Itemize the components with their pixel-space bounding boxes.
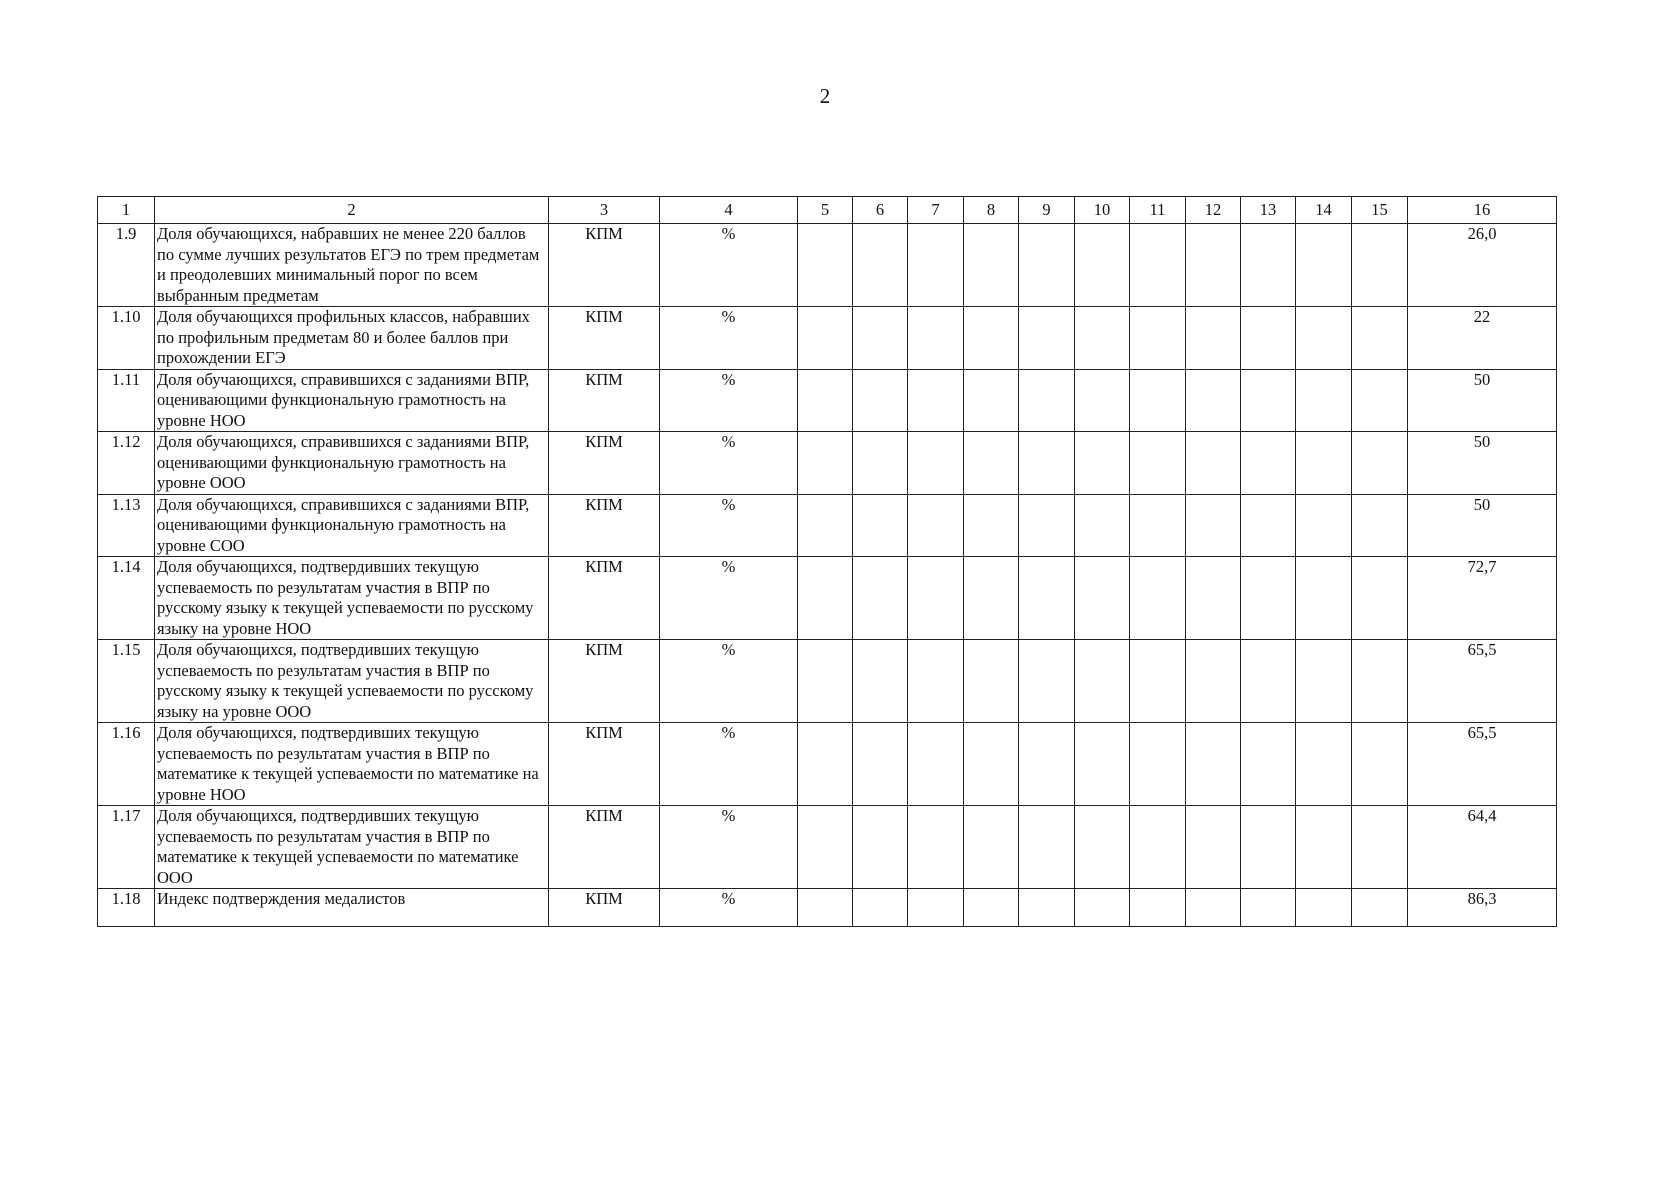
empty-cell [1130, 369, 1186, 432]
target-value: 72,7 [1408, 557, 1557, 640]
indicator-name: Доля обучающихся, подтвердивших текущую успеваемость по результатам участия в ВПР по русскому языку к текущей успеваемости по русскому языку на уровне НОО [155, 557, 549, 640]
header-cell: 5 [798, 197, 853, 224]
table-row [98, 432, 1557, 495]
empty-cell [1075, 369, 1130, 432]
empty-cell [1130, 806, 1186, 889]
unit-of-measure: % [660, 307, 798, 370]
empty-cell [964, 307, 1019, 370]
empty-cell [1352, 806, 1408, 889]
empty-cell [1352, 640, 1408, 723]
indicator-name: Доля обучающихся, подтвердивших текущую успеваемость по результатам участия в ВПР по математике к текущей успеваемости по математике ООО [155, 806, 549, 889]
empty-cell [1241, 432, 1296, 495]
table-row [98, 369, 1557, 432]
empty-cell [798, 432, 853, 495]
unit-of-measure: % [660, 889, 798, 927]
empty-cell [1296, 369, 1352, 432]
header-cell: 15 [1352, 197, 1408, 224]
empty-cell [1296, 307, 1352, 370]
table-row [98, 889, 1557, 927]
row-number: 1.15 [98, 640, 155, 723]
empty-cell [1296, 640, 1352, 723]
unit-of-measure: % [660, 494, 798, 557]
empty-cell [1130, 494, 1186, 557]
empty-cell [1296, 723, 1352, 806]
empty-cell [964, 640, 1019, 723]
table-row [98, 557, 1557, 640]
empty-cell [1296, 557, 1352, 640]
indicator-name: Доля обучающихся, справившихся с заданиями ВПР, оценивающими функциональную грамотность на уровне ООО [155, 432, 549, 495]
header-cell: 4 [660, 197, 798, 224]
indicator-name: Доля обучающихся профильных классов, набравших по профильным предметам 80 и более баллов при прохождении ЕГЭ [155, 307, 549, 370]
unit-of-measure: % [660, 432, 798, 495]
table-row [98, 224, 1557, 307]
unit-of-measure: % [660, 640, 798, 723]
empty-cell [853, 307, 908, 370]
page-number: 2 [819, 84, 831, 108]
header-cell: 13 [1241, 197, 1296, 224]
table-row [98, 806, 1557, 889]
empty-cell [1075, 723, 1130, 806]
target-value: 65,5 [1408, 640, 1557, 723]
empty-cell [1019, 494, 1075, 557]
target-value: 22 [1408, 307, 1557, 370]
empty-cell [1019, 806, 1075, 889]
indicator-type: КПМ [549, 889, 660, 927]
empty-cell [1186, 224, 1241, 307]
empty-cell [1241, 307, 1296, 370]
empty-cell [1241, 889, 1296, 927]
empty-cell [1186, 557, 1241, 640]
empty-cell [1186, 806, 1241, 889]
empty-cell [1241, 806, 1296, 889]
empty-cell [1019, 889, 1075, 927]
empty-cell [964, 369, 1019, 432]
empty-cell [1019, 557, 1075, 640]
empty-cell [1130, 723, 1186, 806]
indicator-type: КПМ [549, 557, 660, 640]
target-value: 50 [1408, 494, 1557, 557]
empty-cell [1130, 640, 1186, 723]
empty-cell [908, 224, 964, 307]
empty-cell [1019, 307, 1075, 370]
row-number: 1.11 [98, 369, 155, 432]
empty-cell [1352, 723, 1408, 806]
empty-cell [853, 723, 908, 806]
header-cell: 16 [1408, 197, 1557, 224]
empty-cell [1019, 723, 1075, 806]
empty-cell [1352, 432, 1408, 495]
empty-cell [1019, 369, 1075, 432]
empty-cell [908, 640, 964, 723]
empty-cell [1075, 432, 1130, 495]
row-number: 1.13 [98, 494, 155, 557]
table-row [98, 723, 1557, 806]
empty-cell [1241, 494, 1296, 557]
empty-cell [1241, 723, 1296, 806]
empty-cell [964, 723, 1019, 806]
indicator-type: КПМ [549, 307, 660, 370]
empty-cell [908, 889, 964, 927]
empty-cell [1130, 307, 1186, 370]
empty-cell [1241, 224, 1296, 307]
empty-cell [1019, 224, 1075, 307]
table-row [98, 640, 1557, 723]
empty-cell [1075, 889, 1130, 927]
empty-cell [1352, 307, 1408, 370]
empty-cell [908, 557, 964, 640]
empty-cell [1352, 224, 1408, 307]
target-value: 86,3 [1408, 889, 1557, 927]
empty-cell [798, 806, 853, 889]
empty-cell [1352, 369, 1408, 432]
target-value: 26,0 [1408, 224, 1557, 307]
empty-cell [1186, 889, 1241, 927]
header-cell: 9 [1019, 197, 1075, 224]
empty-cell [1296, 494, 1352, 557]
empty-cell [798, 307, 853, 370]
unit-of-measure: % [660, 224, 798, 307]
unit-of-measure: % [660, 369, 798, 432]
empty-cell [853, 557, 908, 640]
unit-of-measure: % [660, 806, 798, 889]
empty-cell [853, 640, 908, 723]
indicators-table [97, 196, 1557, 927]
empty-cell [964, 557, 1019, 640]
empty-cell [964, 224, 1019, 307]
header-cell: 12 [1186, 197, 1241, 224]
row-number: 1.18 [98, 889, 155, 927]
empty-cell [1296, 432, 1352, 495]
indicator-type: КПМ [549, 432, 660, 495]
empty-cell [964, 806, 1019, 889]
empty-cell [1075, 557, 1130, 640]
empty-cell [908, 307, 964, 370]
empty-cell [1075, 224, 1130, 307]
header-cell: 1 [98, 197, 155, 224]
empty-cell [1186, 307, 1241, 370]
table-row [98, 494, 1557, 557]
row-number: 1.10 [98, 307, 155, 370]
empty-cell [1019, 432, 1075, 495]
empty-cell [1352, 889, 1408, 927]
header-cell: 14 [1296, 197, 1352, 224]
indicator-type: КПМ [549, 224, 660, 307]
empty-cell [1130, 432, 1186, 495]
row-number: 1.16 [98, 723, 155, 806]
target-value: 50 [1408, 432, 1557, 495]
empty-cell [1075, 640, 1130, 723]
indicator-type: КПМ [549, 369, 660, 432]
empty-cell [1130, 889, 1186, 927]
empty-cell [853, 889, 908, 927]
empty-cell [1241, 640, 1296, 723]
empty-cell [1019, 640, 1075, 723]
header-cell: 11 [1130, 197, 1186, 224]
row-number: 1.9 [98, 224, 155, 307]
empty-cell [1352, 494, 1408, 557]
empty-cell [1186, 723, 1241, 806]
empty-cell [1296, 889, 1352, 927]
header-row [98, 197, 1557, 224]
header-cell: 10 [1075, 197, 1130, 224]
indicator-name: Индекс подтверждения медалистов [155, 889, 549, 927]
header-cell: 3 [549, 197, 660, 224]
empty-cell [798, 224, 853, 307]
empty-cell [1186, 640, 1241, 723]
empty-cell [1352, 557, 1408, 640]
target-value: 50 [1408, 369, 1557, 432]
empty-cell [964, 889, 1019, 927]
empty-cell [1186, 369, 1241, 432]
row-number: 1.12 [98, 432, 155, 495]
indicator-type: КПМ [549, 806, 660, 889]
header-cell: 7 [908, 197, 964, 224]
empty-cell [1186, 432, 1241, 495]
empty-cell [908, 494, 964, 557]
empty-cell [798, 723, 853, 806]
row-number: 1.17 [98, 806, 155, 889]
empty-cell [1075, 494, 1130, 557]
unit-of-measure: % [660, 723, 798, 806]
empty-cell [853, 494, 908, 557]
empty-cell [1241, 557, 1296, 640]
empty-cell [1130, 224, 1186, 307]
empty-cell [1241, 369, 1296, 432]
header-cell: 6 [853, 197, 908, 224]
empty-cell [798, 640, 853, 723]
empty-cell [798, 889, 853, 927]
empty-cell [1075, 806, 1130, 889]
table-row [98, 307, 1557, 370]
header-cell: 8 [964, 197, 1019, 224]
empty-cell [908, 806, 964, 889]
target-value: 65,5 [1408, 723, 1557, 806]
empty-cell [1296, 224, 1352, 307]
unit-of-measure: % [660, 557, 798, 640]
empty-cell [1075, 307, 1130, 370]
empty-cell [908, 432, 964, 495]
empty-cell [853, 369, 908, 432]
indicator-type: КПМ [549, 640, 660, 723]
indicator-type: КПМ [549, 494, 660, 557]
indicator-name: Доля обучающихся, набравших не менее 220 баллов по сумме лучших результатов ЕГЭ по трем предметам и преодолевших минимальный порог по всем выбранным предметам [155, 224, 549, 307]
indicator-name: Доля обучающихся, подтвердивших текущую успеваемость по результатам участия в ВПР по математике к текущей успеваемости по математике на уровне НОО [155, 723, 549, 806]
empty-cell [1186, 494, 1241, 557]
empty-cell [908, 723, 964, 806]
empty-cell [853, 432, 908, 495]
empty-cell [853, 806, 908, 889]
empty-cell [964, 494, 1019, 557]
empty-cell [798, 369, 853, 432]
row-number: 1.14 [98, 557, 155, 640]
empty-cell [908, 369, 964, 432]
empty-cell [798, 557, 853, 640]
empty-cell [798, 494, 853, 557]
indicator-type: КПМ [549, 723, 660, 806]
empty-cell [1130, 557, 1186, 640]
indicator-name: Доля обучающихся, справившихся с заданиями ВПР, оценивающими функциональную грамотность на уровне НОО [155, 369, 549, 432]
indicator-name: Доля обучающихся, справившихся с заданиями ВПР, оценивающими функциональную грамотность на уровне СОО [155, 494, 549, 557]
header-cell: 2 [155, 197, 549, 224]
target-value: 64,4 [1408, 806, 1557, 889]
empty-cell [964, 432, 1019, 495]
empty-cell [853, 224, 908, 307]
indicator-name: Доля обучающихся, подтвердивших текущую успеваемость по результатам участия в ВПР по русскому языку к текущей успеваемости по русскому языку на уровне ООО [155, 640, 549, 723]
empty-cell [1296, 806, 1352, 889]
